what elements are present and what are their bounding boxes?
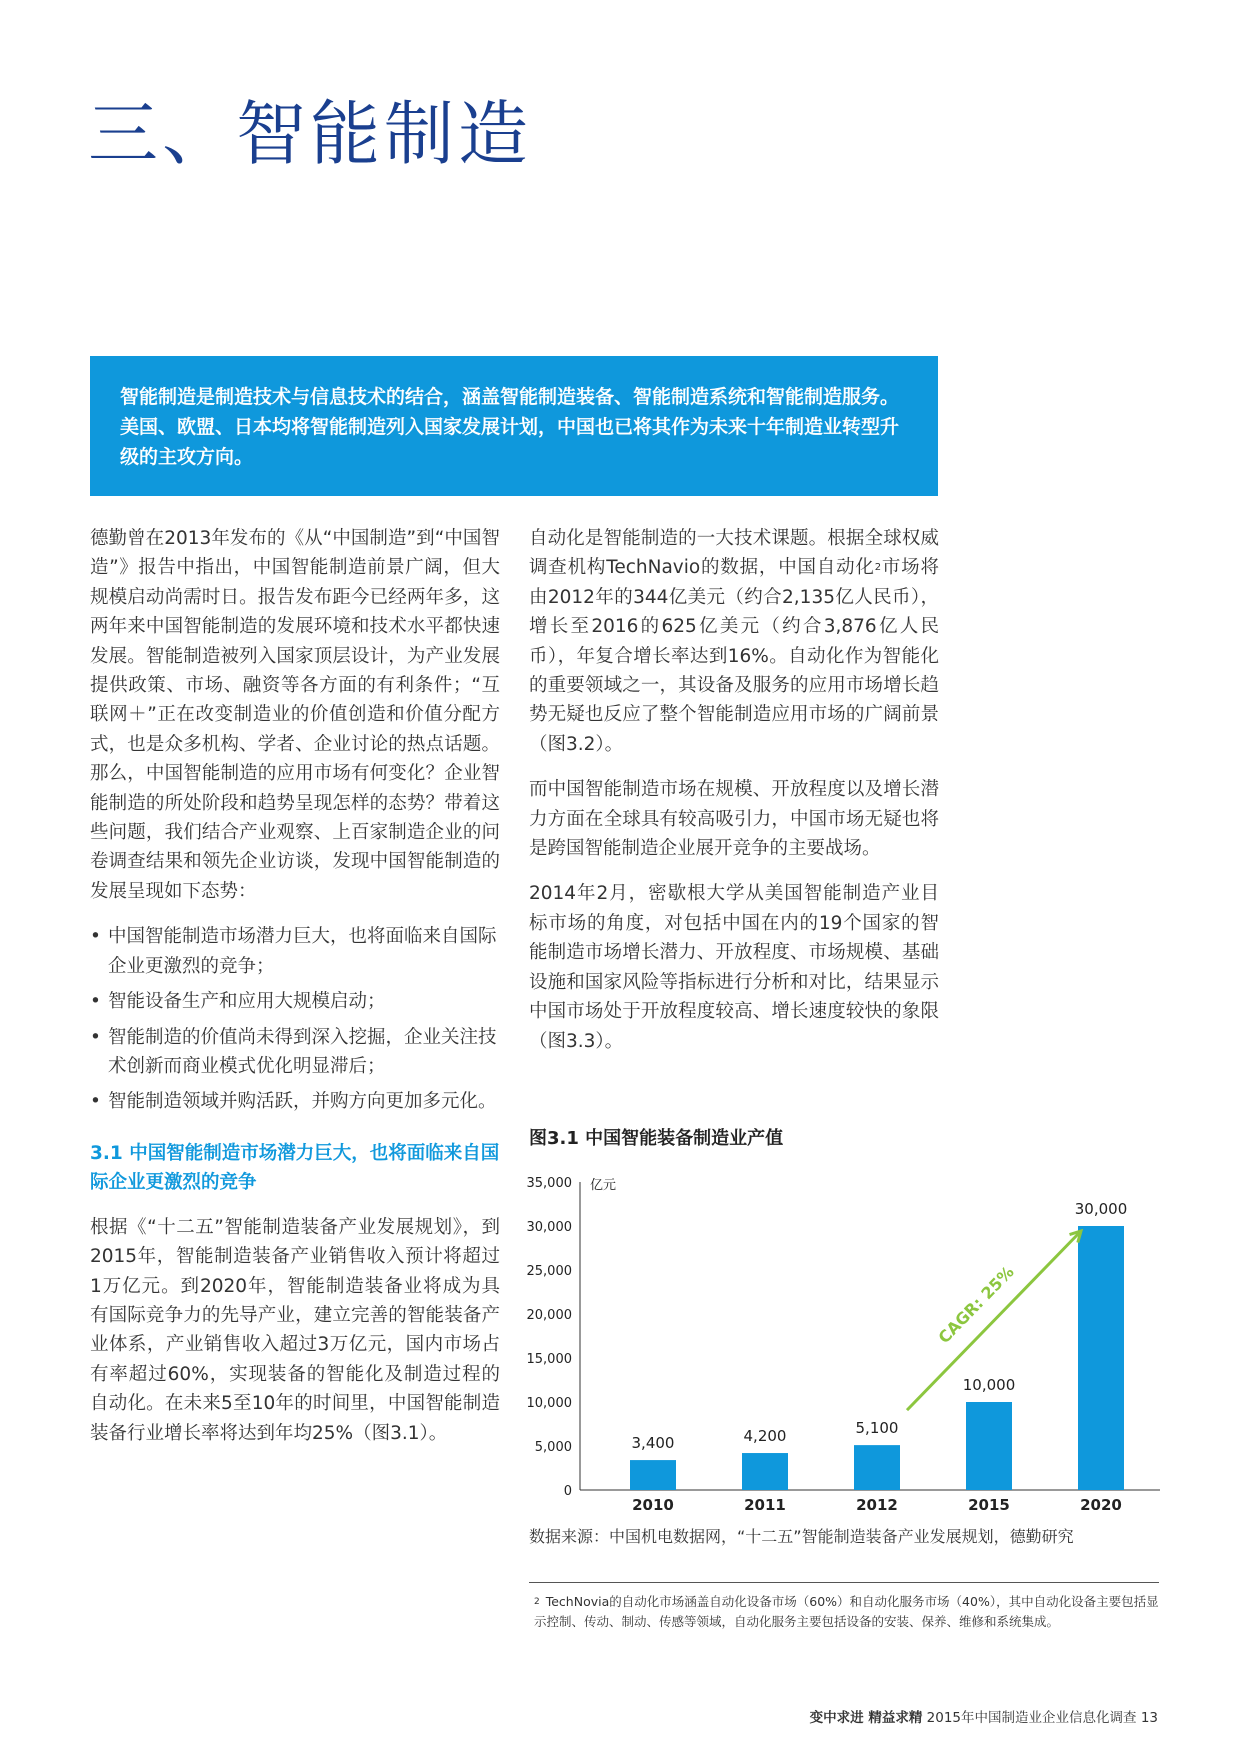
y-tick-label: 30,000 xyxy=(526,1220,572,1235)
bar xyxy=(1078,1226,1124,1490)
list-item: • 智能设备生产和应用大规模启动； xyxy=(90,987,500,1016)
bar-value-label: 10,000 xyxy=(962,1376,1016,1394)
highlight-box xyxy=(90,356,938,496)
footer-report-title: 2015年中国制造业企业信息化调查 xyxy=(926,1710,1137,1726)
automation-text-a: 自动化是智能制造的一大技术课题。根据全球权威调查机构TechNavio的数据，中国自动化 xyxy=(529,528,939,579)
y-tick-label: 0 xyxy=(563,1484,572,1499)
page-title: 三、智能制造 xyxy=(88,93,532,175)
section-heading: 3.1 中国智能制造市场潜力巨大，也将面临来自国际企业更激烈的竞争 xyxy=(90,1142,500,1193)
y-tick-label: 15,000 xyxy=(526,1352,572,1367)
list-item: • 智能制造领域并购活跃，并购方向更加多元化。 xyxy=(90,1087,500,1116)
x-tick-label: 2020 xyxy=(1080,1496,1122,1510)
highlight-text: 智能制造是制造技术与信息技术的结合，涵盖智能制造装备、智能制造系统和智能制造服务。美国、欧盟、日本均将智能制造列入国家发展计划，中国也已将其作为未来十年制造业转型升级的主攻方向。 xyxy=(120,386,900,468)
figure-source: 数据来源：中国机电数据网，“十二五”智能制造装备产业发展规划，德勤研究 xyxy=(529,1527,1074,1546)
bar xyxy=(742,1453,788,1490)
bar xyxy=(630,1460,676,1490)
footnote-divider xyxy=(529,1582,1159,1583)
footnote-text: TechNovia的自动化市场涵盖自动化设备市场（60%）和自动化服务市场（40%），其中自动化设备主要包括显示控制、传动、制动、传感等领域，自动化服务主要包括设备的安装、保养、维修和系统集成。 xyxy=(534,1594,1159,1629)
y-tick-label: 10,000 xyxy=(526,1396,572,1411)
x-tick-label: 2010 xyxy=(632,1496,674,1510)
footer-slogan: 变中求进 精益求精 xyxy=(809,1710,923,1726)
x-tick-label: 2011 xyxy=(744,1496,786,1510)
automation-text-b: 市场将由2012年的344亿美元（约合2,135亿人民币），增长至2016的625亿美元（约合3,876亿人民币），年复合增长率达到16%。自动化作为智能化的重要领域之一，其设备及服务的应用市场增长趋势无疑也反应了整个智能制造应用市场的广阔前景（图3.2）。 xyxy=(529,557,939,755)
bar-value-label: 4,200 xyxy=(743,1427,787,1446)
bar-value-label: 3,400 xyxy=(631,1434,675,1453)
trend-list xyxy=(90,922,500,1116)
michigan-paragraph: 2014年2月，密歇根大学从美国智能制造产业目标市场的角度，对包括中国在内的19个国家的智能制造市场增长潜力、开放程度、市场规模、基础设施和国家风险等指标进行分析和对比，结果显示中国市场处于开放程度较高、增长速度较快的象限（图3.3）。 xyxy=(529,883,939,1052)
cagr-label: CAGR: 25% xyxy=(934,1262,1018,1348)
y-axis-unit: 亿元 xyxy=(590,1178,617,1193)
page-number: 13 xyxy=(1140,1710,1158,1726)
list-item: • 中国智能制造市场潜力巨大，也将面临来自国际企业更激烈的竞争； xyxy=(90,922,500,981)
bar-chart xyxy=(525,1160,1165,1510)
footnote-marker: 2 xyxy=(534,1597,540,1607)
bar xyxy=(854,1445,900,1490)
list-item: • 智能制造的价值尚未得到深入挖掘，企业关注技术创新而商业模式优化明显滞后； xyxy=(90,1023,500,1082)
automation-paragraph xyxy=(529,524,939,759)
bar xyxy=(966,1402,1012,1490)
y-tick-label: 25,000 xyxy=(526,1264,572,1279)
right-column xyxy=(529,524,939,1072)
bar-value-label: 5,100 xyxy=(855,1419,899,1438)
y-tick-label: 35,000 xyxy=(526,1176,572,1191)
x-tick-label: 2012 xyxy=(856,1496,898,1510)
page-footer xyxy=(810,1706,1158,1726)
footnote xyxy=(534,1592,1159,1632)
intro-paragraph: 德勤曾在2013年发布的《从“中国制造”到“中国智造”》报告中指出，中国智能制造前景广阔，但大规模启动尚需时日。报告发布距今已经两年多，这两年来中国智能制造的发展环境和技术水平都快速发展。智能制造被列入国家顶层设计，为产业发展提供政策、市场、融资等各方面的有利条件；“互联网＋”正在改变制造业的价值创造和价值分配方式，也是众多机构、学者、企业讨论的热点话题。那么，中国智能制造的应用市场有何变化？企业智能制造的所处阶段和趋势呈现怎样的态势？带着这些问题，我们结合产业观察、上百家制造企业的问卷调查结果和领先企业访谈，发现中国智能制造的发展呈现如下态势： xyxy=(90,528,500,902)
x-tick-label: 2015 xyxy=(968,1496,1010,1510)
y-tick-label: 5,000 xyxy=(534,1440,572,1455)
footnote-ref: 2 xyxy=(874,562,882,574)
y-tick-label: 20,000 xyxy=(526,1308,572,1323)
bar-value-label: 30,000 xyxy=(1074,1200,1128,1218)
market-paragraph: 而中国智能制造市场在规模、开放程度以及增长潜力方面在全球具有较高吸引力，中国市场无疑也将是跨国智能制造企业展开竞争的主要战场。 xyxy=(529,779,939,860)
section-paragraph: 根据《“十二五”智能制造装备产业发展规划》，到2015年，智能制造装备产业销售收入预计将超过1万亿元。到2020年，智能制造装备业将成为具有国际竞争力的先导产业，建立完善的智能装备产业体系，产业销售收入超过3万亿元，国内市场占有率超过60%，实现装备的智能化及制造过程的自动化。在未来5至10年的时间里，中国智能制造装备行业增长率将达到年均25%（图3.1）。 xyxy=(90,1216,500,1444)
left-column xyxy=(90,524,500,1464)
figure-title: 图3.1 中国智能装备制造业产值 xyxy=(529,1128,784,1149)
